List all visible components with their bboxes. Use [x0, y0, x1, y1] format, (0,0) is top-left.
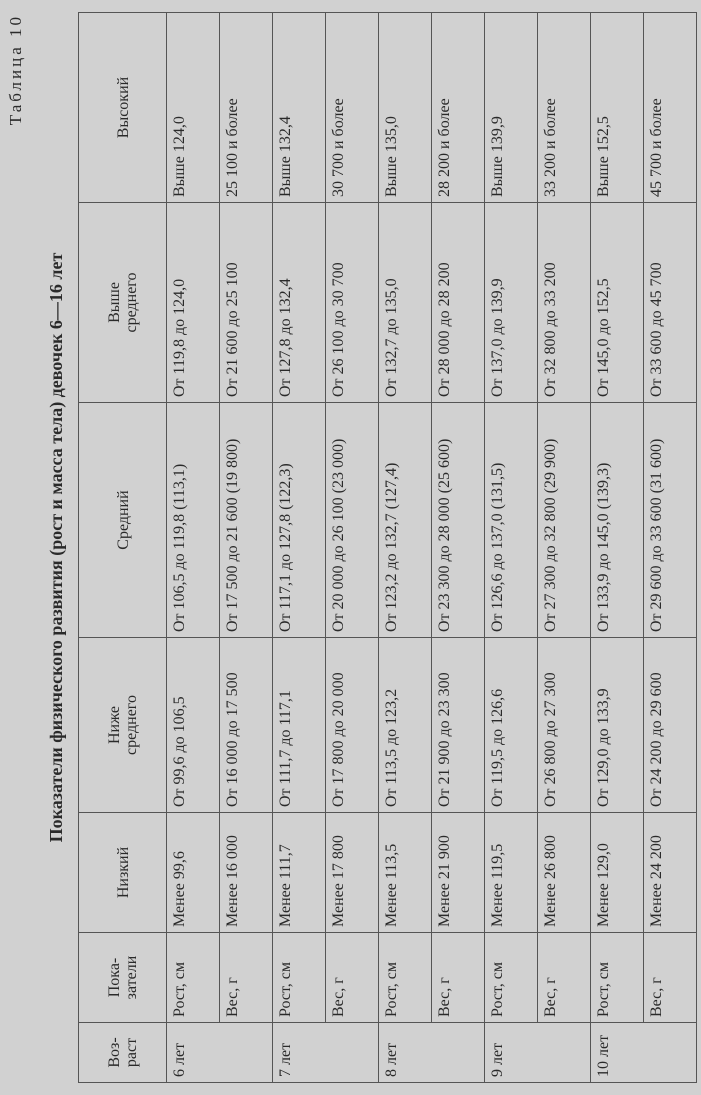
table-row — [167, 13, 220, 1083]
value-cell: Выше 135,0 — [379, 13, 432, 203]
value-cell: От 111,7 до 117,1 — [273, 638, 326, 813]
value-cell: От 20 000 до 26 100 (23 000) — [326, 403, 379, 638]
indicator-cell: Вес, г — [644, 933, 697, 1023]
table-row — [432, 13, 485, 1083]
value-cell: От 27 300 до 32 800 (29 900) — [538, 403, 591, 638]
value-cell: Менее 21 900 — [432, 813, 485, 933]
value-cell: Менее 16 000 — [220, 813, 273, 933]
value-cell: От 145,0 до 152,5 — [591, 203, 644, 403]
value-cell: От 17 800 до 20 000 — [326, 638, 379, 813]
value-cell: От 21 600 до 25 100 — [220, 203, 273, 403]
value-cell: От 117,1 до 127,8 (122,3) — [273, 403, 326, 638]
value-cell: Менее 99,6 — [167, 813, 220, 933]
header-age: Воз- раст — [79, 1023, 167, 1083]
value-cell: Менее 26 800 — [538, 813, 591, 933]
indicator-cell: Рост, см — [273, 933, 326, 1023]
table-row — [644, 13, 697, 1083]
indicator-cell: Рост, см — [167, 933, 220, 1023]
value-cell: От 28 000 до 28 200 — [432, 203, 485, 403]
indicator-cell: Вес, г — [326, 933, 379, 1023]
value-cell: От 99,6 до 106,5 — [167, 638, 220, 813]
table-row — [485, 13, 538, 1083]
value-cell: От 106,5 до 119,8 (113,1) — [167, 403, 220, 638]
value-cell: От 129,0 до 133,9 — [591, 638, 644, 813]
value-cell: Менее 24 200 — [644, 813, 697, 933]
value-cell: Менее 113,5 — [379, 813, 432, 933]
age-cell: 10 лет — [591, 1023, 697, 1083]
value-cell: 28 200 и более — [432, 13, 485, 203]
value-cell: Выше 139,9 — [485, 13, 538, 203]
indicator-cell: Вес, г — [432, 933, 485, 1023]
value-cell: 45 700 и более — [644, 13, 697, 203]
value-cell: От 23 300 до 28 000 (25 600) — [432, 403, 485, 638]
table-row — [591, 13, 644, 1083]
indicator-cell: Вес, г — [220, 933, 273, 1023]
age-cell: 7 лет — [273, 1023, 379, 1083]
value-cell: От 123,2 до 132,7 (127,4) — [379, 403, 432, 638]
value-cell: От 137,0 до 139,9 — [485, 203, 538, 403]
table-row — [538, 13, 591, 1083]
value-cell: От 32 800 до 33 200 — [538, 203, 591, 403]
header-above-average: Выше среднего — [79, 203, 167, 403]
value-cell: Менее 17 800 — [326, 813, 379, 933]
table-title: Показатели физического развития (рост и масса тела) девочек 6—16 лет — [46, 252, 66, 843]
value-cell: От 126,6 до 137,0 (131,5) — [485, 403, 538, 638]
value-cell: Выше 152,5 — [591, 13, 644, 203]
value-cell: От 119,8 до 124,0 — [167, 203, 220, 403]
value-cell: От 21 900 до 23 300 — [432, 638, 485, 813]
header-row — [79, 13, 167, 1083]
value-cell: От 113,5 до 123,2 — [379, 638, 432, 813]
value-cell: От 26 800 до 27 300 — [538, 638, 591, 813]
value-cell: От 16 000 до 17 500 — [220, 638, 273, 813]
value-cell: От 133,9 до 145,0 (139,3) — [591, 403, 644, 638]
table-row — [379, 13, 432, 1083]
age-cell: 8 лет — [379, 1023, 485, 1083]
header-average: Средний — [79, 403, 167, 638]
age-cell: 6 лет — [167, 1023, 273, 1083]
table-row — [273, 13, 326, 1083]
value-cell: От 29 600 до 33 600 (31 600) — [644, 403, 697, 638]
value-cell: Менее 111,7 — [273, 813, 326, 933]
value-cell: Выше 132,4 — [273, 13, 326, 203]
table-number-label: Таблица 10 — [6, 14, 25, 126]
value-cell: От 26 100 до 30 700 — [326, 203, 379, 403]
value-cell: 25 100 и более — [220, 13, 273, 203]
value-cell: 33 200 и более — [538, 13, 591, 203]
value-cell: От 127,8 до 132,4 — [273, 203, 326, 403]
indicator-cell: Рост, см — [591, 933, 644, 1023]
header-indicator: Пока- затели — [79, 933, 167, 1023]
value-cell: 30 700 и более — [326, 13, 379, 203]
value-cell: Менее 119,5 — [485, 813, 538, 933]
header-below-average: Ниже среднего — [79, 638, 167, 813]
value-cell: Выше 124,0 — [167, 13, 220, 203]
table-row — [220, 13, 273, 1083]
indicator-cell: Рост, см — [485, 933, 538, 1023]
value-cell: От 132,7 до 135,0 — [379, 203, 432, 403]
indicator-cell: Рост, см — [379, 933, 432, 1023]
value-cell: От 24 200 до 29 600 — [644, 638, 697, 813]
value-cell: От 33 600 до 45 700 — [644, 203, 697, 403]
age-cell: 9 лет — [485, 1023, 591, 1083]
value-cell: Менее 129,0 — [591, 813, 644, 933]
indicator-cell: Вес, г — [538, 933, 591, 1023]
table-body — [167, 13, 697, 1083]
value-cell: От 17 500 до 21 600 (19 800) — [220, 403, 273, 638]
header-low: Низкий — [79, 813, 167, 933]
header-high: Высокий — [79, 13, 167, 203]
value-cell: От 119,5 до 126,6 — [485, 638, 538, 813]
data-table — [78, 12, 697, 1083]
table-row — [326, 13, 379, 1083]
